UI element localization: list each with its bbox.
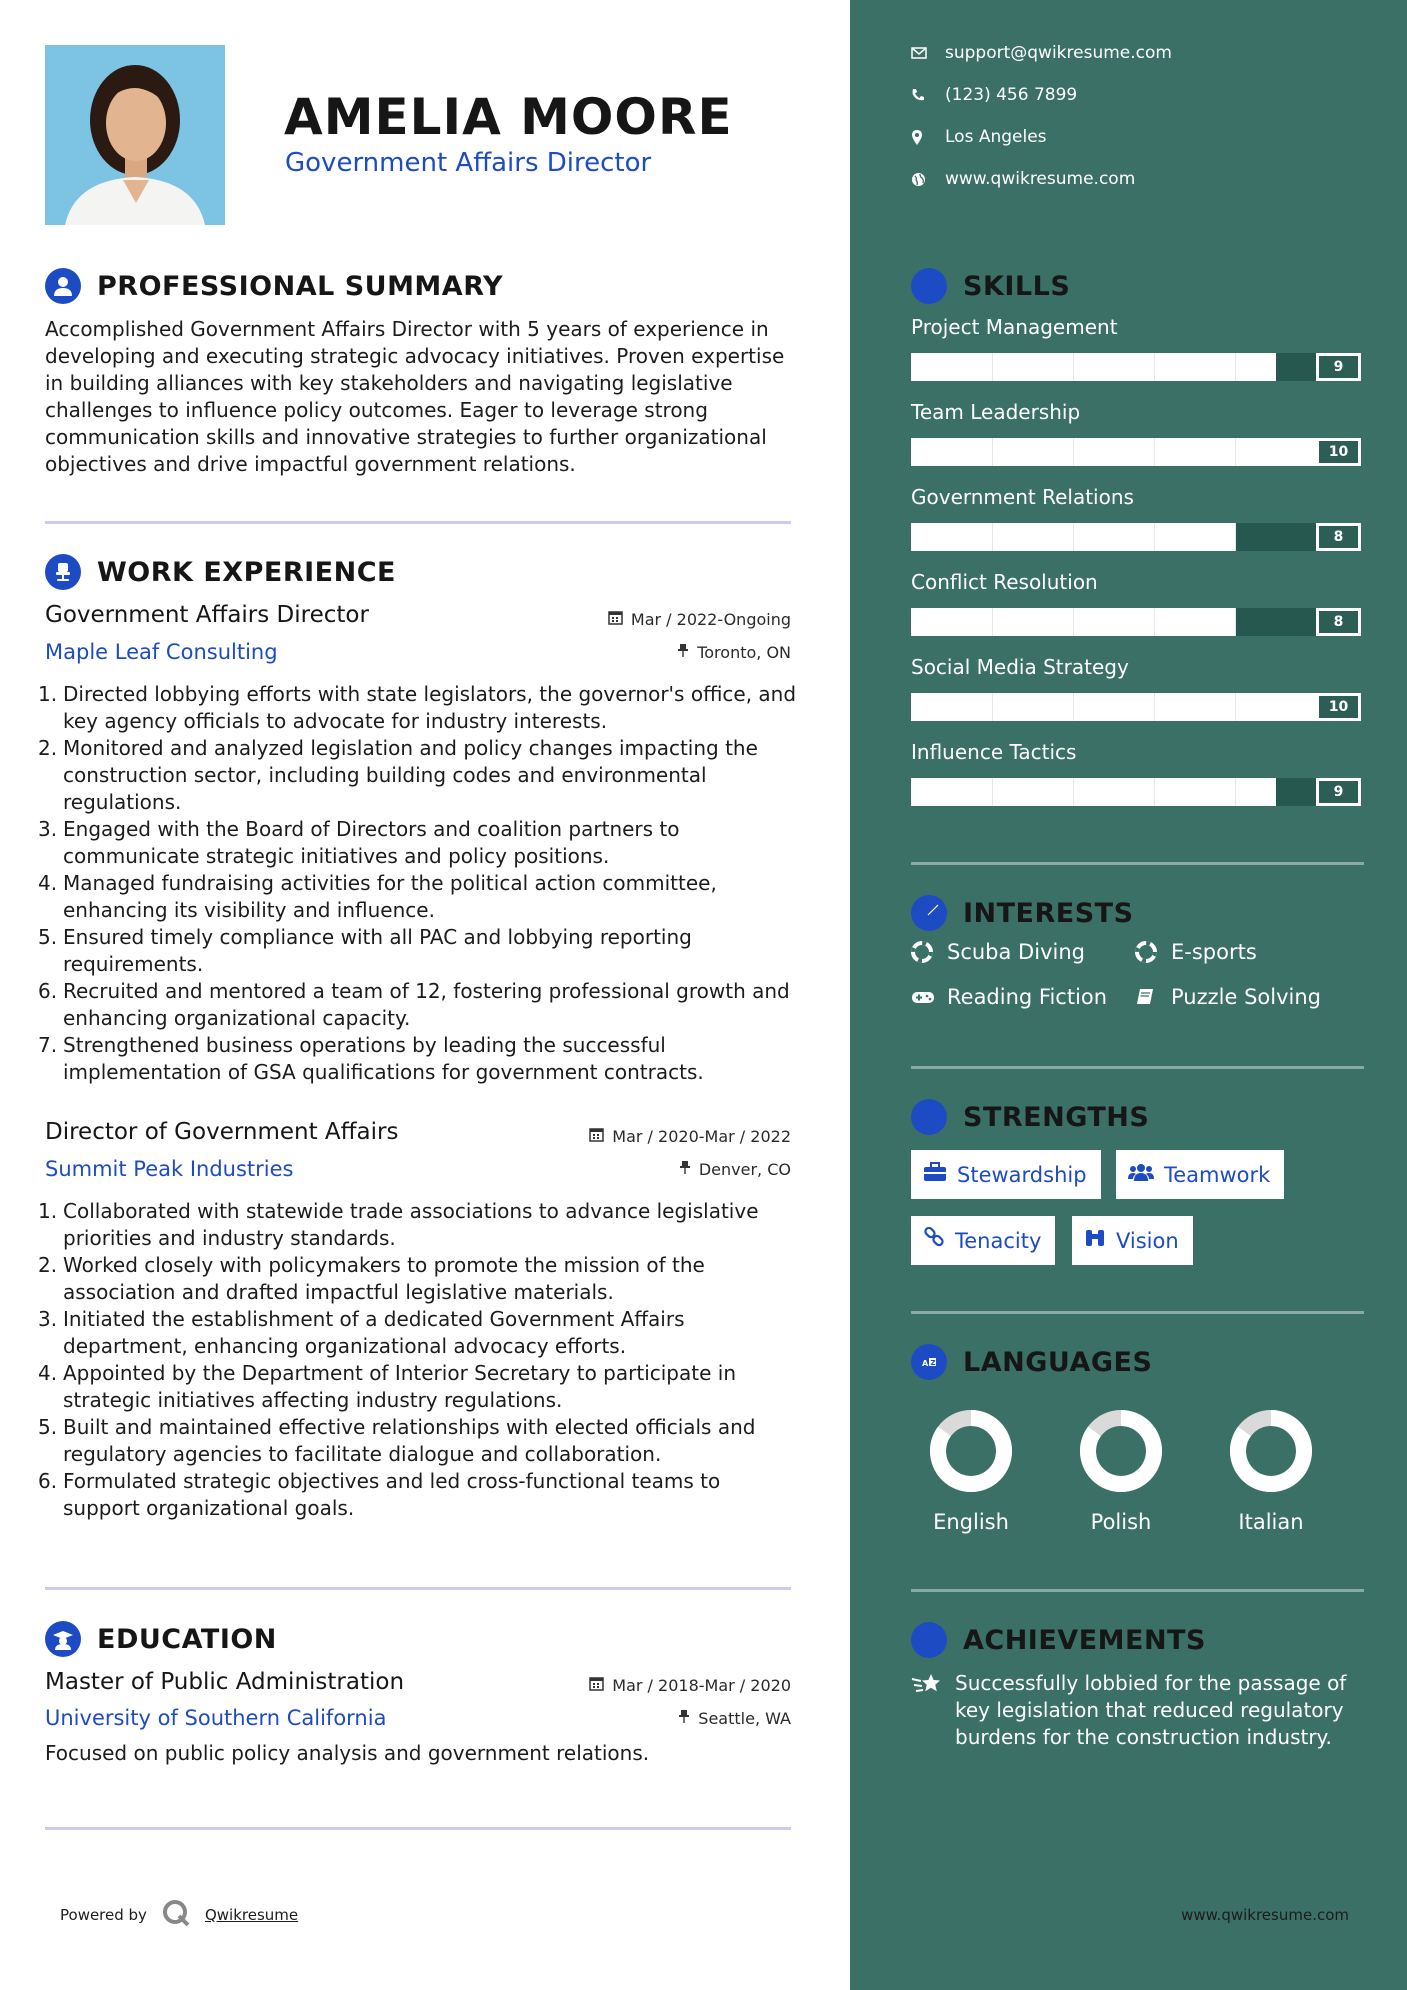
life-ring-icon: [911, 941, 947, 963]
job-dates: [608, 610, 791, 629]
experience-heading: WORK EXPERIENCE: [97, 556, 396, 588]
language-gauge: [906, 1408, 1036, 1502]
skill-bar-segment: [992, 778, 993, 806]
language-donut: [1056, 1408, 1186, 1498]
contact-website[interactable]: [911, 169, 1135, 189]
strength-label: Tenacity: [955, 1228, 1042, 1253]
education-header: [45, 1621, 277, 1657]
qwikresume-logo-icon: [161, 1898, 191, 1932]
responsibility-item: [38, 1468, 798, 1522]
job-dates-text: Mar / 2022-Ongoing: [630, 610, 791, 629]
skill-score: 9: [1316, 353, 1361, 381]
item-text: Ensured timely compliance with all PAC and lobbying reporting requirements.: [63, 925, 692, 976]
binoculars-icon: [1084, 1228, 1106, 1253]
skill-bar: [911, 693, 1361, 721]
responsibility-item: [38, 1306, 798, 1360]
skill-bar-fill: [911, 353, 1276, 381]
skill-bar-segment: [1235, 608, 1236, 636]
svg-text:Z: Z: [930, 1359, 936, 1367]
skills-heading: SKILLS: [963, 270, 1071, 302]
pin-icon: [678, 1709, 690, 1728]
contact-location: [911, 127, 1047, 147]
responsibility-item: [38, 1252, 798, 1306]
company-name: Summit Peak Industries: [45, 1157, 294, 1181]
skill-bar: [911, 438, 1361, 466]
lightbulb-icon: [911, 268, 947, 304]
education-dates-text: Mar / 2018-Mar / 2020: [612, 1676, 791, 1695]
job-location: [677, 643, 791, 662]
phone-icon: [911, 88, 945, 102]
interest-label: Reading Fiction: [947, 985, 1108, 1009]
strengths-header: [911, 1099, 1149, 1135]
skill-name: Team Leadership: [911, 400, 1081, 424]
strength-chip: [911, 1150, 1101, 1199]
skill-bar-segment: [1073, 523, 1074, 551]
translate-icon: [911, 1344, 947, 1380]
company-name: Maple Leaf Consulting: [45, 640, 278, 664]
medal-star-icon: [911, 1622, 947, 1658]
contact-location-text: Los Angeles: [945, 127, 1047, 147]
item-number: 1.: [38, 1199, 58, 1223]
job-title: Government Affairs Director: [45, 602, 369, 628]
interest-item: [1135, 985, 1321, 1009]
fist-icon: [911, 1099, 947, 1135]
section-divider: [911, 1066, 1364, 1069]
skill-bar-segment: [1073, 693, 1074, 721]
item-text: Directed lobbying efforts with state legislators, the governor's office, and key agency officials to advocate for industry interests.: [63, 682, 797, 733]
skill-bar: [911, 353, 1361, 381]
calendar-icon: [608, 610, 623, 629]
language-gauge: [1056, 1408, 1186, 1502]
briefcase-icon: [923, 1162, 947, 1187]
skill-bar-segment: [1073, 608, 1074, 636]
skill-bar-segment: [1235, 438, 1236, 466]
skill-name: Conflict Resolution: [911, 570, 1098, 594]
education-location: [678, 1709, 791, 1728]
skill-bar-segment: [992, 608, 993, 636]
item-text: Built and maintained effective relationships with elected officials and regulatory agencies to facilitate dialogue and collaboration.: [63, 1415, 756, 1466]
strength-chip: [1116, 1150, 1284, 1199]
language-donut: [906, 1408, 1036, 1498]
item-number: 2.: [38, 1253, 58, 1277]
link-icon: [923, 1227, 945, 1254]
responsibility-item: [38, 681, 798, 735]
language-name: Polish: [1090, 1510, 1152, 1534]
skill-bar-segment: [992, 523, 993, 551]
skill-bar-segment: [1154, 778, 1155, 806]
languages-heading: LANGUAGES: [963, 1346, 1153, 1378]
experience-header: [45, 554, 396, 590]
skill-bar-segment: [1073, 353, 1074, 381]
summary-header: [45, 268, 503, 304]
item-number: 1.: [38, 682, 58, 706]
footer-website[interactable]: www.qwikresume.com: [1181, 1906, 1349, 1924]
job-location: [679, 1160, 791, 1179]
achievement-item: [911, 1670, 1355, 1751]
strength-label: Vision: [1116, 1228, 1179, 1253]
contact-phone-text: (123) 456 7899: [945, 85, 1078, 105]
skill-bar-fill: [911, 438, 1316, 466]
item-number: 5.: [38, 925, 58, 949]
language-name: English: [933, 1510, 1009, 1534]
job-responsibilities: [38, 681, 798, 1086]
job-dates: [589, 1127, 791, 1146]
section-divider: [45, 1587, 791, 1590]
interest-item: [1135, 940, 1257, 964]
skill-bar-segment: [1073, 778, 1074, 806]
interest-item: [911, 940, 1085, 964]
skill-bar: [911, 523, 1361, 551]
item-text: Initiated the establishment of a dedicated Government Affairs department, enhancing organizational advocacy efforts.: [63, 1307, 685, 1358]
summary-text: Accomplished Government Affairs Director with 5 years of experience in developing and executing strategic advocacy initiatives. Proven expertise in building alliances with key stakeholders and navigating legislative challenges to influence policy outcomes. Eager to leverage strong communication skills and innovative strategies to further organizational objectives and drive impactful government relations.: [45, 317, 785, 476]
item-text: Engaged with the Board of Directors and coalition partners to communicate strategic initiatives and policy positions.: [63, 817, 680, 868]
education-heading: EDUCATION: [97, 1623, 277, 1655]
qwikresume-link[interactable]: Qwikresume: [204, 1906, 299, 1924]
job-title: Director of Government Affairs: [45, 1119, 399, 1145]
responsibility-item: [38, 1360, 798, 1414]
job-location-text: Denver, CO: [698, 1160, 791, 1179]
languages-header: [911, 1344, 1152, 1380]
item-number: 7.: [38, 1033, 58, 1057]
strength-chip: [911, 1216, 1055, 1265]
education-location-text: Seattle, WA: [698, 1709, 791, 1728]
skill-score: 8: [1316, 523, 1361, 551]
responsibility-item: [38, 924, 798, 978]
achievement-text: Successfully lobbied for the passage of key legislation that reduced regulatory burdens for the construction industry.: [955, 1671, 1347, 1749]
item-number: 6.: [38, 979, 58, 1003]
responsibility-item: [38, 1032, 798, 1086]
office-chair-icon: [45, 554, 81, 590]
job-location-text: Toronto, ON: [697, 643, 791, 662]
summary-heading: PROFESSIONAL SUMMARY: [97, 270, 504, 302]
skill-bar-fill: [911, 778, 1276, 806]
language-gauge: [1206, 1408, 1336, 1502]
skill-bar: [911, 608, 1361, 636]
interest-label: Puzzle Solving: [1171, 985, 1321, 1009]
item-text: Formulated strategic objectives and led cross-functional teams to support organizational goals.: [63, 1469, 721, 1520]
job-dates-text: Mar / 2020-Mar / 2022: [612, 1127, 791, 1146]
skill-score: 8: [1316, 608, 1361, 636]
profile-photo: [45, 45, 225, 225]
skill-score: 10: [1316, 693, 1361, 721]
map-marker-icon: [911, 130, 945, 145]
globe-icon: [911, 172, 945, 187]
item-number: 3.: [38, 1307, 58, 1331]
skill-bar-segment: [1073, 438, 1074, 466]
interest-item: [911, 985, 1107, 1009]
pin-icon: [677, 643, 689, 662]
skill-bar-segment: [1235, 523, 1236, 551]
interests-heading: INTERESTS: [963, 897, 1134, 929]
responsibility-item: [38, 816, 798, 870]
interests-header: [911, 895, 1134, 931]
item-number: 2.: [38, 736, 58, 760]
calendar-icon: [589, 1676, 604, 1695]
skill-name: Project Management: [911, 315, 1118, 339]
skill-bar: [911, 778, 1361, 806]
section-divider: [45, 521, 791, 524]
skill-bar-segment: [1235, 693, 1236, 721]
strength-label: Teamwork: [1164, 1162, 1271, 1187]
section-divider: [911, 862, 1364, 865]
item-number: 4.: [38, 1361, 58, 1385]
strength-chip: [1072, 1216, 1193, 1265]
education-description: Focused on public policy analysis and government relations.: [45, 1741, 650, 1765]
paper-plane-icon: [911, 895, 947, 931]
users-icon: [1128, 1162, 1154, 1187]
item-text: Strengthened business operations by leading the successful implementation of GSA qualifications for government contracts.: [63, 1033, 704, 1084]
skill-bar-segment: [1154, 693, 1155, 721]
graduate-icon: [45, 1621, 81, 1657]
item-text: Appointed by the Department of Interior Secretary to participate in strategic initiatives affecting industry regulations.: [63, 1361, 736, 1412]
skill-bar-segment: [1154, 608, 1155, 636]
item-number: 6.: [38, 1469, 58, 1493]
item-text: Recruited and mentored a team of 12, fostering professional growth and enhancing organizational capacity.: [63, 979, 790, 1030]
pin-icon: [679, 1160, 691, 1179]
gamepad-icon: [911, 989, 947, 1005]
candidate-name: AMELIA MOORE: [284, 88, 733, 146]
responsibility-item: [38, 735, 798, 816]
contact-website-text: www.qwikresume.com: [945, 169, 1136, 189]
interest-label: Scuba Diving: [947, 940, 1085, 964]
envelope-icon: [911, 47, 945, 59]
user-icon: [45, 268, 81, 304]
calendar-icon: [589, 1127, 604, 1146]
item-number: 5.: [38, 1415, 58, 1439]
skill-bar-segment: [992, 693, 993, 721]
education-dates: [589, 1676, 791, 1695]
item-text: Collaborated with statewide trade associations to advance legislative priorities and industry standards.: [63, 1199, 759, 1250]
strengths-heading: STRENGTHS: [963, 1101, 1150, 1133]
footer-powered-by: [60, 1898, 298, 1932]
book-icon: [1135, 987, 1171, 1007]
responsibility-item: [38, 1414, 798, 1468]
section-divider: [45, 1827, 791, 1830]
contact-email[interactable]: [911, 43, 1172, 63]
responsibility-item: [38, 870, 798, 924]
contact-phone[interactable]: [911, 85, 1077, 105]
strength-label: Stewardship: [957, 1162, 1087, 1187]
responsibility-item: [38, 1198, 798, 1252]
item-text: Worked closely with policymakers to promote the mission of the association and drafted impactful legislative materials.: [63, 1253, 705, 1304]
skill-bar-segment: [1235, 778, 1236, 806]
powered-by-text: Powered by: [60, 1906, 147, 1924]
skill-bar-segment: [1154, 353, 1155, 381]
interest-label: E-sports: [1171, 940, 1257, 964]
item-text: Monitored and analyzed legislation and policy changes impacting the construction sector, including building codes and environmental regulations.: [63, 736, 758, 814]
responsibility-item: [38, 978, 798, 1032]
skills-header: [911, 268, 1070, 304]
contact-email-text: support@qwikresume.com: [945, 43, 1172, 63]
life-ring-icon: [1135, 941, 1171, 963]
achievements-header: [911, 1622, 1206, 1658]
language-name: Italian: [1238, 1510, 1304, 1534]
svg-text:A: A: [922, 1359, 929, 1368]
skill-bar-fill: [911, 693, 1316, 721]
skill-bar-segment: [992, 438, 993, 466]
item-number: 4.: [38, 871, 58, 895]
item-number: 3.: [38, 817, 58, 841]
language-donut: [1206, 1408, 1336, 1498]
skill-name: Social Media Strategy: [911, 655, 1129, 679]
school-name: University of Southern California: [45, 1706, 387, 1730]
achievements-heading: ACHIEVEMENTS: [963, 1624, 1206, 1656]
skill-score: 10: [1316, 438, 1361, 466]
degree-title: Master of Public Administration: [45, 1669, 405, 1695]
candidate-title: Government Affairs Director: [285, 148, 652, 178]
skill-name: Influence Tactics: [911, 740, 1077, 764]
skill-bar-segment: [992, 353, 993, 381]
skill-bar-segment: [1235, 353, 1236, 381]
skill-score: 9: [1316, 778, 1361, 806]
skill-bar-segment: [1154, 438, 1155, 466]
section-divider: [911, 1311, 1364, 1314]
shooting-star-icon: [911, 1670, 945, 1751]
job-responsibilities: [38, 1198, 798, 1522]
section-divider: [911, 1589, 1364, 1592]
item-text: Managed fundraising activities for the political action committee, enhancing its visibility and influence.: [63, 871, 717, 922]
skill-bar-segment: [1154, 523, 1155, 551]
skill-name: Government Relations: [911, 485, 1134, 509]
